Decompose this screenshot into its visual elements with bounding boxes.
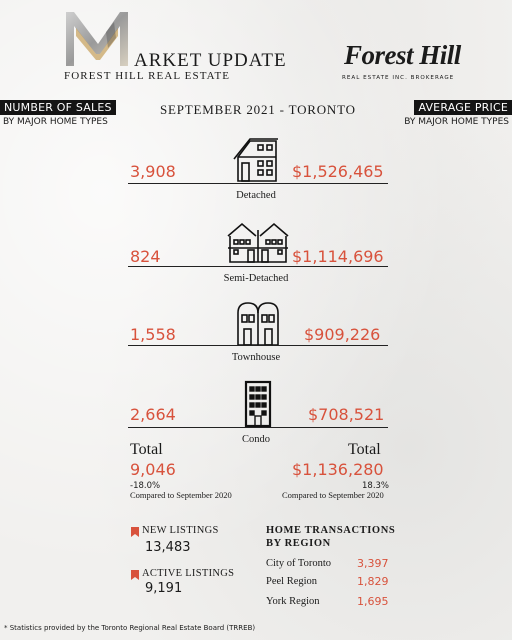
townhouse-icon [236, 301, 280, 347]
new-listings-label: NEW LISTINGS [142, 525, 219, 536]
region-name: Peel Region [266, 576, 318, 587]
total-price-heading: Total [348, 441, 381, 458]
total-sales-value: 9,046 [130, 460, 176, 479]
region-name: City of Toronto [266, 558, 331, 569]
townhouse-price: $909,226 [304, 325, 381, 344]
company-name: FOREST HILL REAL ESTATE [64, 70, 231, 82]
brand-logo: Forest Hill [344, 40, 461, 70]
region-heading-line2: BY REGION [266, 538, 331, 549]
total-price-comparison-note: Compared to September 2020 [282, 490, 384, 500]
condo-price: $708,521 [308, 405, 385, 424]
brand-logo-subtitle: REAL ESTATE INC. BROKERAGE [342, 75, 455, 81]
new-listings-value: 13,483 [145, 540, 191, 555]
semi-detached-label: Semi-Detached [223, 273, 289, 284]
active-listings-label: ACTIVE LISTINGS [142, 568, 235, 579]
semi-detached-house-icon [226, 220, 290, 264]
semi-detached-sales: 824 [130, 247, 161, 266]
detached-sales: 3,908 [130, 162, 176, 181]
market-update-logo-letter-icon [62, 8, 134, 68]
page-title: ARKET UPDATE [134, 50, 287, 71]
region-value: 1,695 [357, 595, 389, 608]
total-price-value: $1,136,280 [292, 460, 384, 479]
region-name: York Region [266, 596, 320, 607]
bookmark-icon [131, 527, 139, 537]
detached-price: $1,526,465 [292, 162, 384, 181]
total-price-change: 18.3% [362, 481, 390, 491]
townhouse-label: Townhouse [231, 352, 281, 363]
divider [128, 427, 388, 428]
condo-label: Condo [241, 434, 270, 445]
townhouse-sales: 1,558 [130, 325, 176, 344]
condo-building-icon [244, 380, 272, 428]
total-sales-change: -18.0% [130, 481, 161, 491]
number-of-sales-tag: NUMBER OF SALES [0, 100, 116, 115]
divider [128, 266, 388, 267]
number-of-sales-subtitle: BY MAJOR HOME TYPES [3, 117, 108, 127]
region-heading-line1: HOME TRANSACTIONS [266, 525, 396, 536]
report-date: SEPTEMBER 2021 - TORONTO [160, 102, 356, 117]
condo-sales: 2,664 [130, 405, 176, 424]
bookmark-icon [131, 570, 139, 580]
average-price-tag: AVERAGE PRICE [414, 100, 512, 115]
divider [128, 183, 388, 184]
semi-detached-price: $1,114,696 [292, 247, 384, 266]
footnote: * Statistics provided by the Toronto Regional Real Estate Board (TRREB) [4, 624, 256, 632]
active-listings-value: 9,191 [145, 581, 183, 596]
detached-label: Detached [236, 190, 276, 201]
average-price-subtitle: BY MAJOR HOME TYPES [404, 117, 509, 127]
total-sales-comparison-note: Compared to September 2020 [130, 490, 232, 500]
region-value: 3,397 [357, 557, 389, 570]
region-heading [266, 524, 426, 550]
detached-house-icon [232, 137, 280, 183]
divider [128, 345, 388, 346]
total-sales-heading: Total [130, 441, 163, 458]
region-value: 1,829 [357, 575, 389, 588]
